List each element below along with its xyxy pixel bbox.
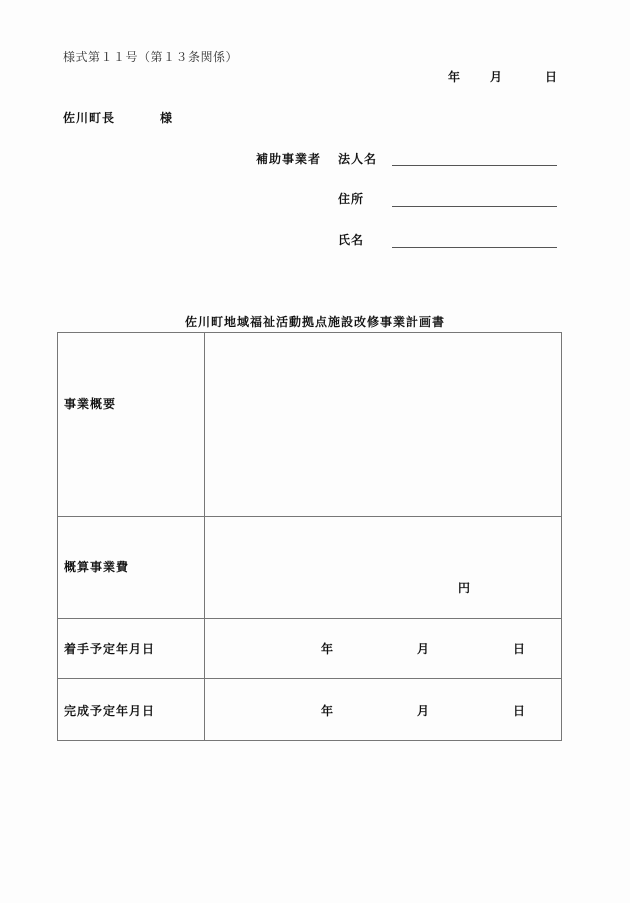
- estimated-cost-label: 概算事業費: [64, 560, 130, 574]
- start-date-year: 年: [321, 642, 335, 656]
- plan-table: [57, 332, 562, 741]
- completion-date-year: 年: [321, 704, 335, 718]
- corporation-name-label: 法人名: [338, 152, 378, 166]
- project-overview-label: 事業概要: [64, 397, 117, 411]
- date-year-label: 年: [448, 70, 462, 84]
- start-date-label: 着手予定年月日: [64, 642, 156, 656]
- completion-date-month: 月: [417, 704, 431, 718]
- document-title: 佐川町地域福祉活動拠点施設改修事業計画書: [184, 315, 445, 329]
- project-overview-field[interactable]: [205, 333, 561, 516]
- form-number: 様式第１１号（第１３条関係）: [63, 50, 239, 64]
- date-month-label: 月: [490, 70, 504, 84]
- name-label: 氏名: [338, 233, 365, 247]
- estimated-cost-field[interactable]: [205, 517, 561, 618]
- start-date-day: 日: [513, 642, 527, 656]
- row-divider: [58, 618, 561, 619]
- start-date-month: 月: [417, 642, 431, 656]
- address-field[interactable]: [392, 206, 557, 207]
- applicant-role-label: 補助事業者: [256, 152, 322, 166]
- name-field[interactable]: [392, 247, 557, 248]
- addressee-name: 佐川町長: [63, 111, 116, 125]
- row-divider: [58, 678, 561, 679]
- completion-date-label: 完成予定年月日: [64, 704, 156, 718]
- addressee-honorific: 様: [160, 111, 174, 125]
- date-day-label: 日: [545, 70, 559, 84]
- completion-date-day: 日: [513, 704, 527, 718]
- address-label: 住所: [338, 192, 365, 206]
- corporation-name-field[interactable]: [392, 165, 557, 166]
- yen-unit: 円: [458, 581, 472, 595]
